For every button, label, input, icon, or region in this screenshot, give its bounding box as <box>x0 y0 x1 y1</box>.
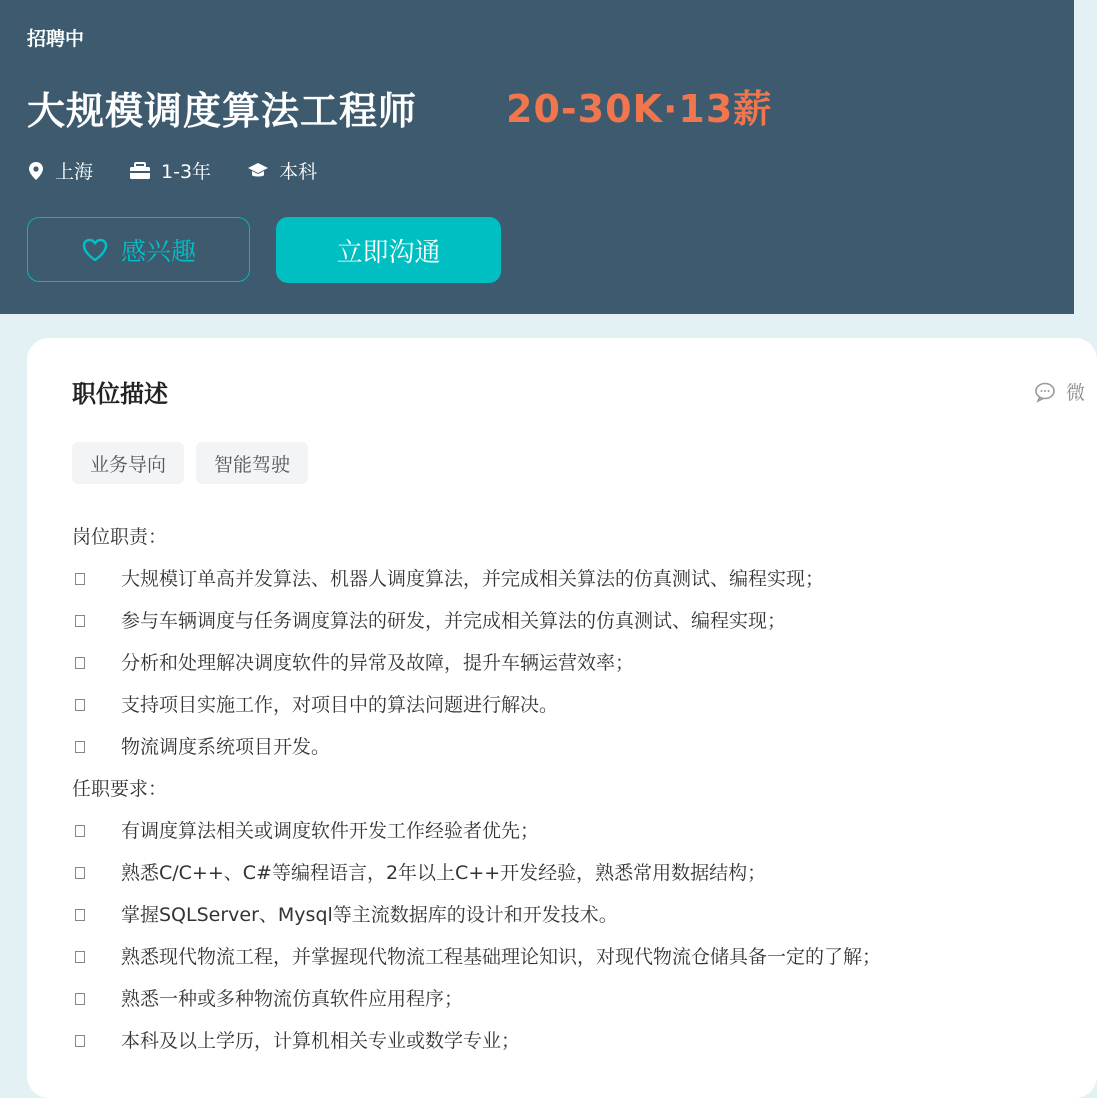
job-description-card <box>27 338 1097 1098</box>
job-header <box>0 0 1074 314</box>
heart-icon <box>81 237 109 263</box>
list-item-text: 参与车辆调度与任务调度算法的研发，并完成相关算法的仿真测试、编程实现； <box>121 610 787 632</box>
chat-label: 立即沟通 <box>336 237 441 268</box>
list-item <box>72 726 1072 768</box>
description-body <box>72 516 1072 1062</box>
tag: 业务导向 <box>72 442 184 484</box>
list-item-text: 大规模订单高并发算法、机器人调度算法，并完成相关算法的仿真测试、编程实现； <box>121 568 825 590</box>
bullet-box-icon <box>75 867 85 879</box>
interest-button[interactable] <box>27 217 250 282</box>
list-item-text: 熟悉现代物流工程，并掌握现代物流工程基础理论知识，对现代物流仓储具备一定的了解； <box>121 946 882 968</box>
bullet-box-icon <box>75 951 85 963</box>
bullet-box-icon <box>75 699 85 711</box>
bullet-box-icon <box>75 615 85 627</box>
responsibilities-heading: 岗位职责： <box>72 526 168 548</box>
list-item <box>72 558 1072 600</box>
job-title: 大规模调度算法工程师 <box>27 89 418 133</box>
bullet-box-icon <box>75 741 85 753</box>
job-salary: 20-30K·13薪 <box>506 87 773 131</box>
briefcase-icon <box>129 162 151 180</box>
tag: 智能驾驶 <box>196 442 308 484</box>
list-item <box>72 600 1072 642</box>
list-item <box>72 894 1072 936</box>
list-item-text: 支持项目实施工作，对项目中的算法问题进行解决。 <box>121 694 559 716</box>
wechat-label: 微 <box>1066 382 1086 404</box>
section-title: 职位描述 <box>72 380 168 408</box>
list-item <box>72 810 1072 852</box>
graduation-cap-icon <box>247 162 269 180</box>
list-item <box>72 936 1072 978</box>
list-item-text: 物流调度系统项目开发。 <box>121 736 331 758</box>
chat-now-button[interactable] <box>276 217 501 283</box>
list-item <box>72 1020 1072 1062</box>
list-item <box>72 852 1072 894</box>
list-item-text: 熟悉一种或多种物流仿真软件应用程序； <box>121 988 464 1010</box>
bullet-box-icon <box>75 993 85 1005</box>
interest-label: 感兴趣 <box>120 236 196 266</box>
education-text: 本科 <box>279 161 318 183</box>
wechat-share-link[interactable] <box>1034 378 1085 405</box>
job-status: 招聘中 <box>27 28 85 50</box>
bullet-box-icon <box>75 657 85 669</box>
meta-experience <box>129 157 211 184</box>
chat-bubble-icon <box>1034 382 1056 402</box>
bullet-box-icon <box>75 573 85 585</box>
requirements-heading: 任职要求： <box>72 778 168 800</box>
job-meta <box>27 157 353 184</box>
list-item-text: 有调度算法相关或调度软件开发工作经验者优先； <box>121 820 540 842</box>
meta-location <box>27 157 93 184</box>
list-item-text: 熟悉C/C++、C#等编程语言，2年以上C++开发经验，熟悉常用数据结构； <box>121 862 767 884</box>
list-item-text: 分析和处理解决调度软件的异常及故障，提升车辆运营效率； <box>121 652 635 674</box>
bullet-box-icon <box>75 1035 85 1047</box>
list-item-text: 掌握SQLServer、Mysql等主流数据库的设计和开发技术。 <box>121 904 618 926</box>
location-pin-icon <box>27 161 45 181</box>
tag-list <box>72 442 320 484</box>
location-text: 上海 <box>55 161 94 183</box>
list-item <box>72 642 1072 684</box>
list-item <box>72 978 1072 1020</box>
experience-text: 1-3年 <box>161 161 212 183</box>
meta-education <box>247 157 317 184</box>
list-item <box>72 684 1072 726</box>
list-item-text: 本科及以上学历，计算机相关专业或数学专业； <box>121 1030 521 1052</box>
bullet-box-icon <box>75 909 85 921</box>
bullet-box-icon <box>75 825 85 837</box>
